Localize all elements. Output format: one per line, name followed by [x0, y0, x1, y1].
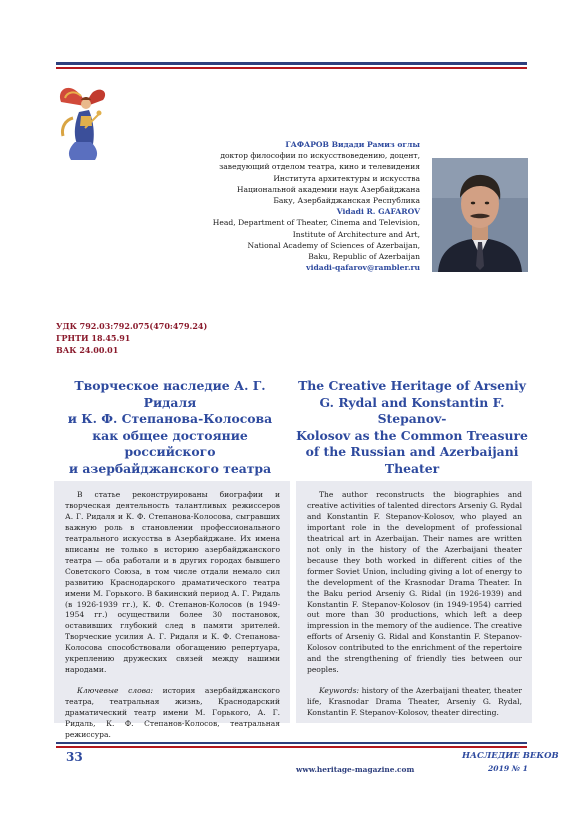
author-line: National Academy of Sciences of Azerbaijan,	[247, 240, 420, 250]
header-rule-blue	[56, 62, 527, 65]
author-photo	[432, 158, 528, 272]
abstract-text-ru: В статье реконструированы биографии и творческая деятельность талантливых режиссеров А. Г. Ридаля и К. Ф. Степанова-Колосова, сыгравших важную роль в становлении профессионального театрального искусства в Азербайджане. Их имена вписаны не только в историю азербайджанского театра — оба работали и в других городах бывшего Советского Союза, в том числе отдали немало сил развитию Краснодарского драматического театра имени М. Горького. В бакинский период А. Г. Ридаль (в 1926-1939 гг.), К. Ф. Степанов-Колосов (в 1949-1954 гг.) осуществили более 30 постановок, оставивших глубокий след в памяти зрителей. Творческие усилия А. Г. Ридаля и К. Ф. Степанова-Колосова способствовали обогащению репертуара, укреплению дружеских связей между нашими народами.	[65, 490, 280, 675]
page-number: 33	[66, 750, 83, 764]
title-line: Творческое наследие А. Г. Ридаля	[74, 378, 266, 410]
title-line: The Creative Heritage of Arseniy	[298, 378, 526, 393]
journal-name: НАСЛЕДИЕ ВЕКОВ	[462, 751, 559, 761]
classification-codes	[56, 320, 207, 356]
author-line: Head, Department of Theater, Cinema and Television,	[212, 218, 420, 228]
author-name-ru: ГАФАРОВ Видади Рамиз оглы	[285, 140, 420, 149]
header-rule-red	[56, 67, 527, 69]
journal-issue: 2019 № 1	[488, 764, 528, 773]
author-line: Institute of Architecture and Art,	[292, 229, 420, 239]
article-title-ru	[52, 378, 288, 478]
title-line: и К. Ф. Степанова-Колосова	[67, 411, 273, 427]
footer-rule-red	[56, 746, 527, 748]
title-line: G. Rydal and Konstantin F. Stepanov-	[319, 394, 505, 427]
abstract-box-en	[296, 481, 532, 723]
author-line: заведующий отделом театра, кино и телевидения	[219, 162, 420, 172]
author-block	[188, 139, 420, 273]
keywords-label: Keywords:	[319, 686, 360, 696]
grnti-code: ГРНТИ 18.45.91	[56, 333, 131, 343]
keywords-text: история азербайджанского театра, театральная жизнь, Краснодарский драматический театр имени М. Горького, А. Г. Ридаль, К. Ф. Степанов-Колосов, театральная режиссура.	[65, 686, 280, 740]
keywords-label: Ключевые слова:	[77, 686, 154, 696]
vak-code: ВАК 24.00.01	[56, 345, 119, 355]
article-title-en	[294, 378, 530, 478]
keywords-text: history of the Azerbaijani theater, theater life, Krasnodar Drama Theater, Arseniy G. Rydal, Konstantin F. Stepanov-Kolosov, theater directing.	[307, 686, 522, 718]
udc-code: УДК 792.03:792.075(470:479.24)	[56, 321, 208, 331]
title-line: of the Russian and Azerbaijani Theater	[305, 444, 519, 476]
angel-emblem-icon	[55, 82, 110, 164]
author-line: Baku, Republic of Azerbaijan	[308, 252, 420, 262]
author-email-link[interactable]: vidadi-qafarov@rambler.ru	[306, 263, 420, 273]
author-line: Национальной академии наук Азербайджана	[236, 184, 420, 194]
keywords-ru	[65, 686, 280, 741]
author-line: Баку, Азербайджанская Республика	[273, 196, 420, 206]
abstract-box-ru	[54, 481, 290, 740]
footer-rule-blue	[56, 742, 527, 744]
abstract-text-en: The author reconstructs the biographies and creative activities of talented directors Arseniy G. Rydal and Konstantin F. Stepanov-Kolosov, who played an important role in the development of professional theatrical art in Azerbaijan. Their names are written not only in the history of the Azerbaijani theater because they both worked in different cities of the former Soviet Union, including giving a lot of energy to the development of the Krasnodar Drama Theater. In the Baku period Arseniy G. Ridal (in 1926-1939) and Konstantin F. Stepanov-Kolosov (in 1949-1954) carried out more than 30 productions, which left a deep impression in the memory of the audience. The creative efforts of Arseniy G. Ridal and Konstantin F. Stepanov-Kolosov contributed to the enrichment of the repertoire and the strengthening of friendly ties between our peoples.	[307, 490, 522, 675]
keywords-en	[307, 686, 522, 719]
title-line: и азербайджанского театра	[68, 460, 272, 476]
author-line: Института архитектуры и искусства	[273, 173, 420, 183]
author-name-en: Vidadi R. GAFAROV	[336, 207, 420, 217]
journal-url-link[interactable]: www.heritage-magazine.com	[296, 765, 415, 774]
author-line: доктор философии по искусствоведению, доцент,	[220, 151, 420, 161]
title-line: Kolosov as the Common Treasure	[296, 427, 528, 443]
title-line: как общее достояние российского	[92, 427, 248, 460]
